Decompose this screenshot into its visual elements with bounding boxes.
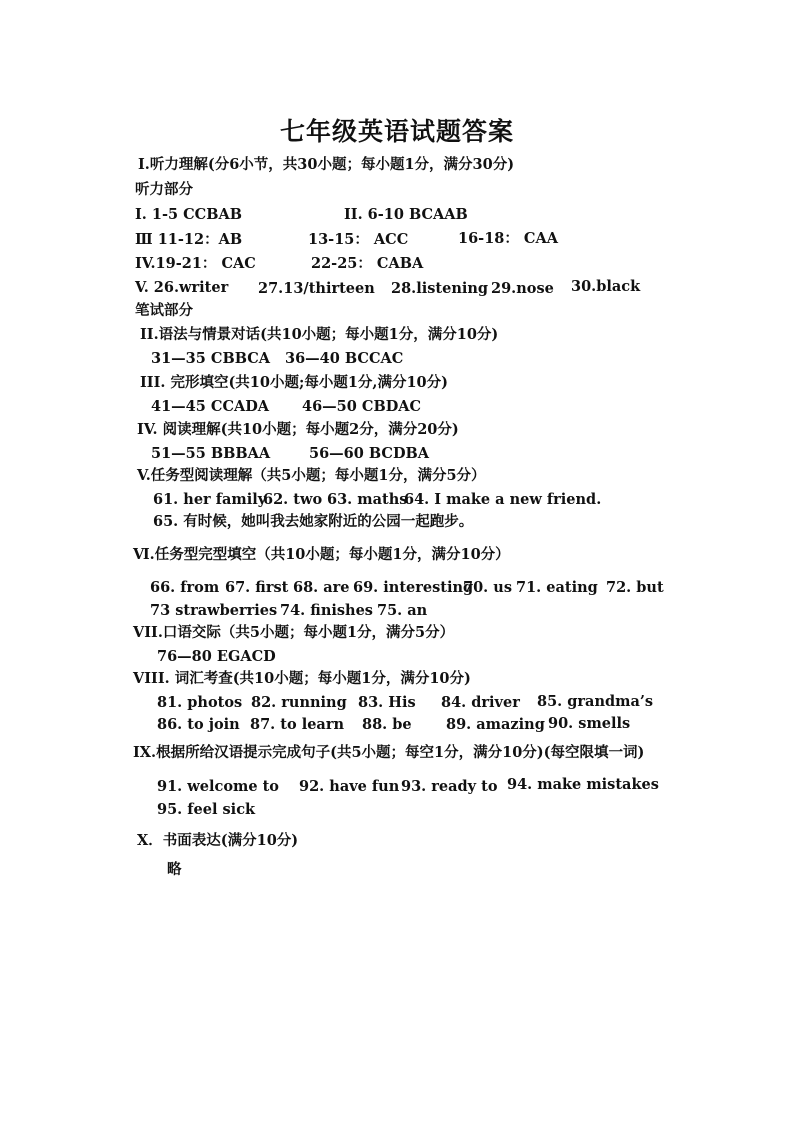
answer-1-5: I. 1-5 CCBAB bbox=[135, 206, 242, 223]
answer-81: 81. photos bbox=[157, 694, 243, 711]
answer-70: 70. us bbox=[463, 579, 512, 596]
answer-90: 90. smells bbox=[548, 715, 631, 732]
answer-95: 95. feel sick bbox=[157, 801, 256, 818]
oral-heading: VII.口语交际（共5小题；每小题1分，满分5分） bbox=[133, 624, 455, 641]
answer-66: 66. from bbox=[150, 579, 220, 596]
answer-27: 27.13/thirteen bbox=[258, 280, 375, 297]
sentence-heading: IX.根据所给汉语提示完成句子(共5小题；每空1分，满分10分)(每空限填一词) bbox=[133, 744, 645, 761]
answer-69: 69. interesting bbox=[353, 579, 474, 596]
answer-71: 71. eating bbox=[516, 579, 598, 596]
answer-41-45: 41—45 CCADA bbox=[151, 398, 270, 415]
answer-62: 62. two bbox=[263, 491, 323, 508]
answer-89: 89. amazing bbox=[446, 716, 545, 733]
reading-heading: IV. 阅读理解(共10小题；每小题2分，满分20分) bbox=[137, 421, 459, 438]
answer-88: 88. be bbox=[362, 716, 412, 733]
answer-92: 92. have fun bbox=[299, 778, 400, 795]
vocab-heading: VIII. 词汇考查(共10小题；每小题1分，满分10分) bbox=[133, 670, 471, 687]
answer-67: 67. first bbox=[225, 579, 289, 596]
answer-28: 28.listening bbox=[391, 280, 489, 297]
answer-86: 86. to join bbox=[157, 716, 240, 733]
answer-22-25: 22-25： CABA bbox=[311, 255, 424, 272]
answer-6-10: II. 6-10 BCAAB bbox=[344, 206, 468, 223]
answer-68: 68. are bbox=[293, 579, 350, 596]
answer-29: 29.nose bbox=[491, 280, 554, 297]
answer-65: 65. 有时候，她叫我去她家附近的公园一起跑步。 bbox=[153, 513, 474, 530]
answer-63: 63. maths bbox=[327, 491, 408, 508]
answer-30: 30.black bbox=[571, 278, 641, 295]
answer-46-50: 46—50 CBDAC bbox=[302, 398, 422, 415]
answer-13-15: 13-15： ACC bbox=[308, 231, 409, 248]
answer-91: 91. welcome to bbox=[157, 778, 279, 795]
writing-heading: X．书面表达(满分10分) bbox=[137, 832, 299, 849]
listening-heading: I.听力理解(分6小节，共30小题；每小题1分，满分30分) bbox=[138, 156, 515, 173]
answer-76-80: 76—80 EGACD bbox=[157, 648, 276, 665]
answer-51-55: 51—55 BBBAA bbox=[151, 445, 271, 462]
writing-answer: 略 bbox=[167, 861, 182, 878]
answer-82: 82. running bbox=[251, 694, 347, 711]
answer-64: 64. I make a new friend. bbox=[404, 491, 602, 508]
cloze-heading: III. 完形填空(共10小题;每小题1分,满分10分) bbox=[140, 374, 449, 391]
answer-73: 73 strawberries bbox=[150, 602, 278, 619]
task-reading-heading: V.任务型阅读理解（共5小题；每小题1分，满分5分） bbox=[137, 467, 486, 484]
grammar-heading: II.语法与情景对话(共10小题；每小题1分，满分10分) bbox=[140, 326, 499, 343]
answer-56-60: 56—60 BCDBA bbox=[309, 445, 430, 462]
answer-87: 87. to learn bbox=[250, 716, 345, 733]
page-title: 七年级英语试题答案 bbox=[279, 117, 514, 146]
answer-11-12: Ⅲ 11-12：AB bbox=[135, 231, 243, 248]
answer-84: 84. driver bbox=[441, 694, 520, 711]
answer-74: 74. finishes bbox=[280, 602, 373, 619]
answer-26: V. 26.writer bbox=[135, 279, 229, 296]
answer-72: 72. but bbox=[606, 579, 664, 596]
answer-19-21: IV.19-21： CAC bbox=[135, 255, 256, 272]
task-cloze-heading: Ⅵ.任务型完型填空（共10小题；每小题1分，满分10分） bbox=[133, 546, 510, 563]
answer-16-18: 16-18： CAA bbox=[458, 230, 558, 247]
answer-61: 61. her family bbox=[153, 491, 267, 508]
answer-83: 83. His bbox=[358, 694, 416, 711]
listening-part-label: 听力部分 bbox=[135, 181, 193, 198]
answer-85: 85. grandma’s bbox=[537, 693, 654, 710]
answer-93: 93. ready to bbox=[401, 778, 498, 795]
answer-75: 75. an bbox=[377, 602, 428, 619]
answer-36-40: 36—40 BCCAC bbox=[285, 350, 404, 367]
written-part-label: 笔试部分 bbox=[135, 302, 193, 319]
answer-31-35: 31—35 CBBCA bbox=[151, 350, 271, 367]
answer-94: 94. make mistakes bbox=[507, 776, 659, 793]
